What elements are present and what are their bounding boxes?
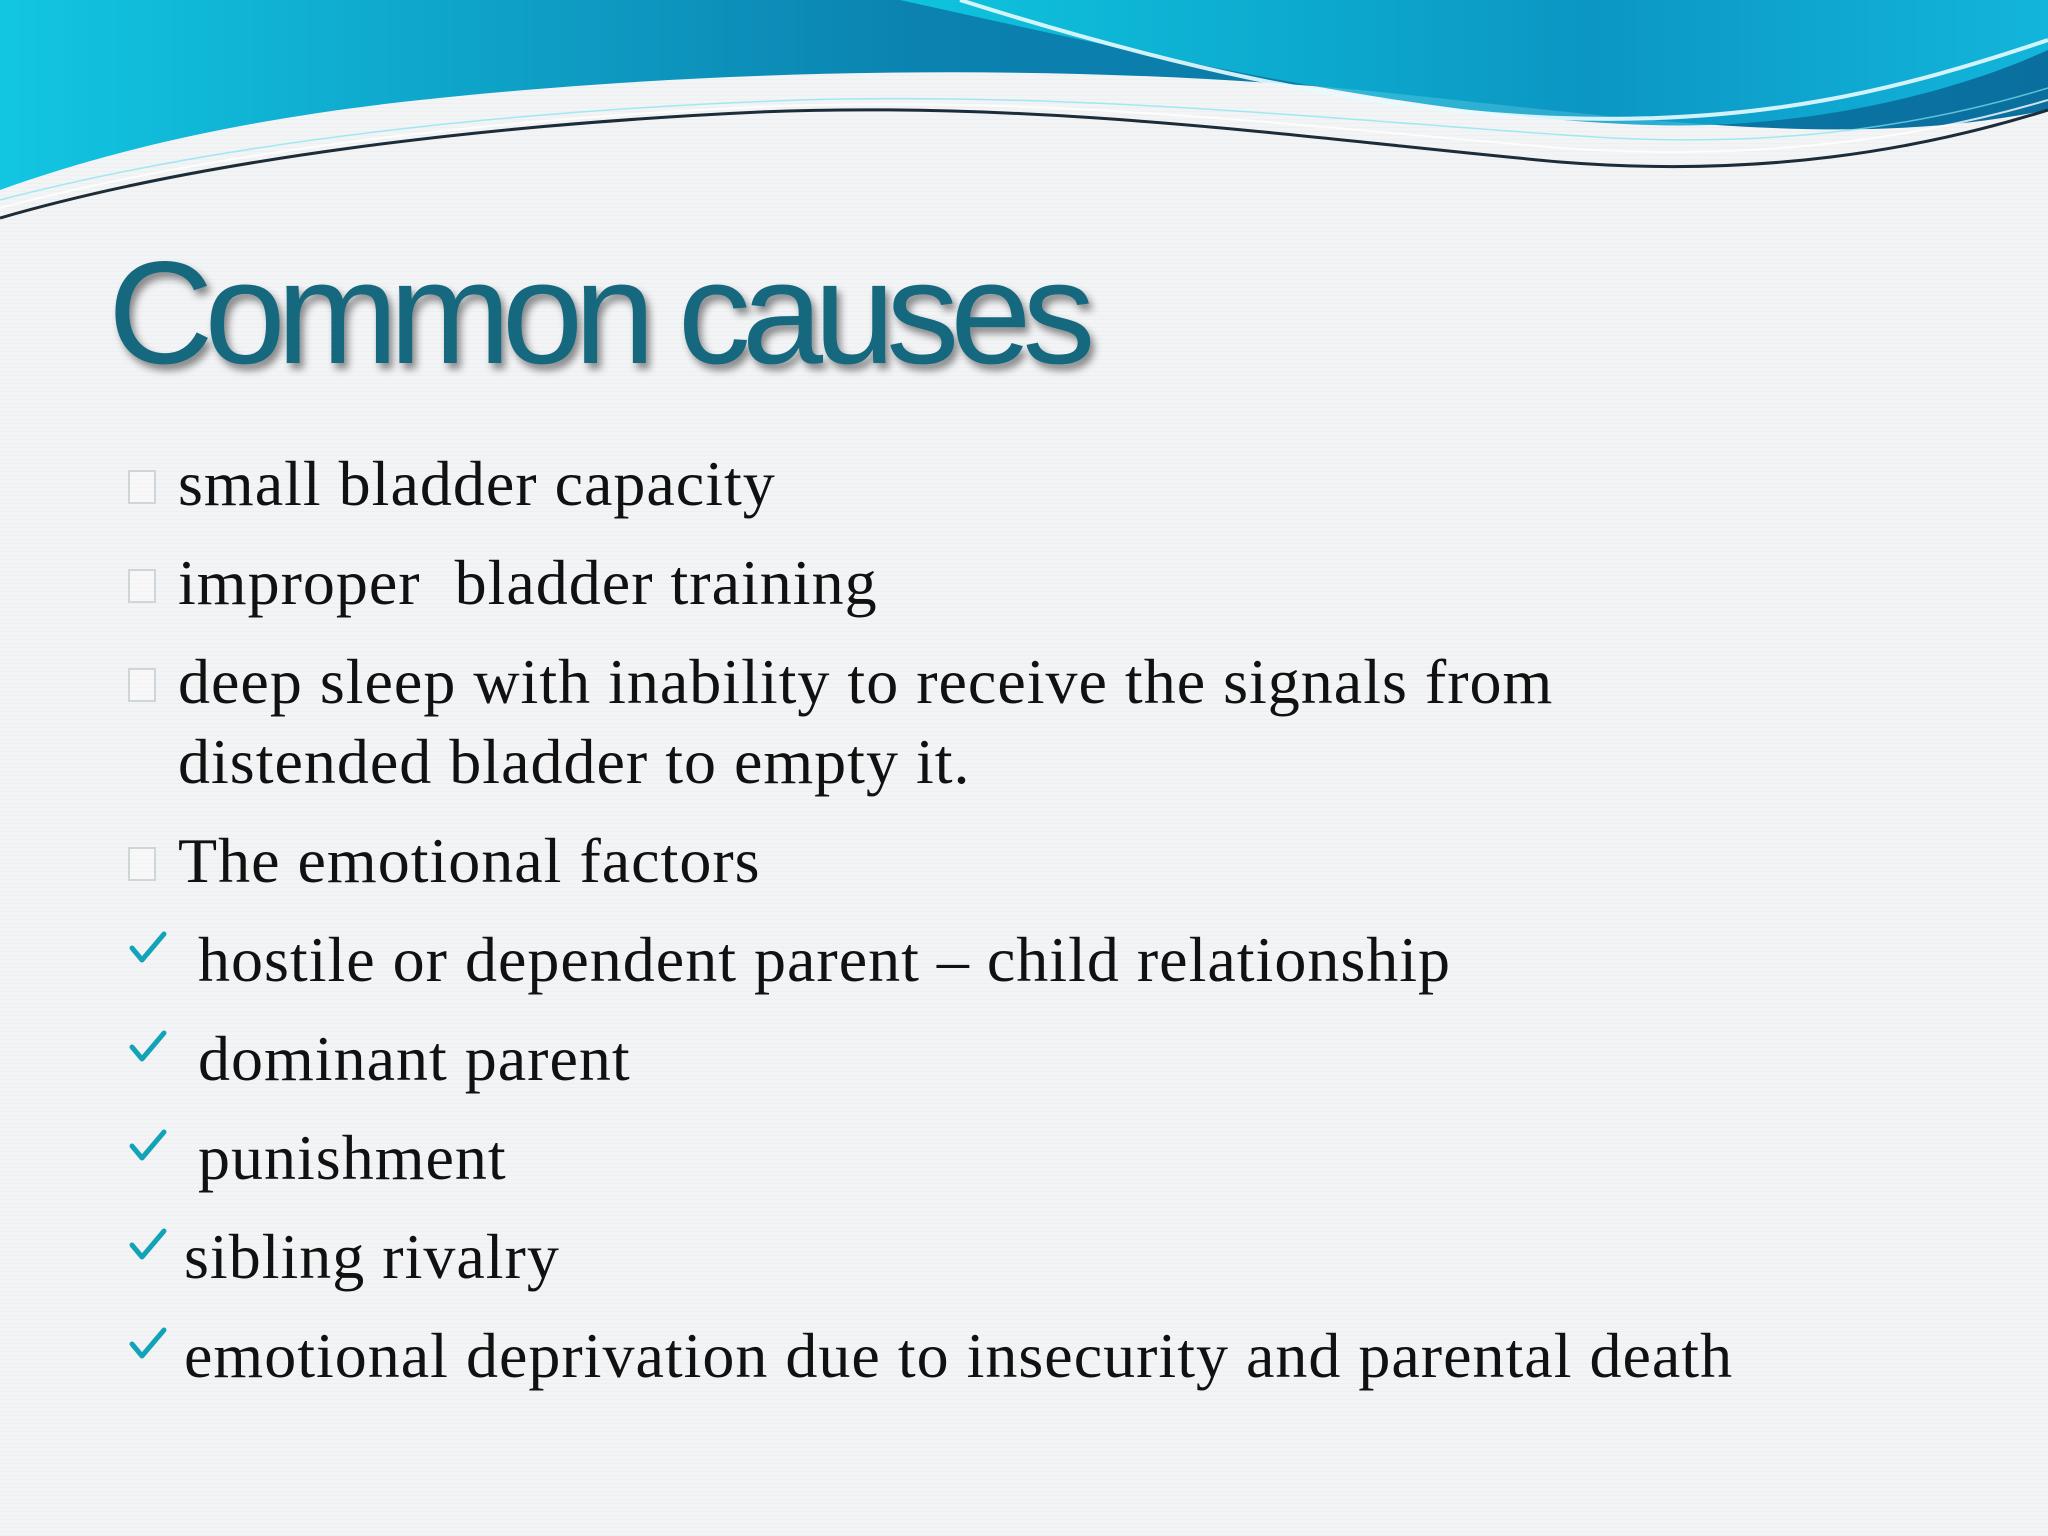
list-item-text: dominant parent <box>198 1023 631 1094</box>
list-item-text: emotional deprivation due to insecurity and parental death <box>184 1320 1734 1391</box>
check-icon <box>128 1225 176 1265</box>
list-item-text: sibling rivalry <box>184 1221 560 1292</box>
list-item <box>128 543 2008 623</box>
list-item-text: deep sleep with inability to receive the signals from distended bladder to empty it. <box>178 646 1554 797</box>
box-icon <box>128 847 156 881</box>
check-icon <box>128 1126 176 1166</box>
list-item-text: small bladder capacity <box>178 448 776 519</box>
list-item <box>128 1217 2008 1297</box>
check-icon <box>128 1027 176 1067</box>
header-wave-decoration <box>0 0 2048 240</box>
box-icon <box>128 470 156 504</box>
bullet-list <box>128 444 2008 1415</box>
list-item-text: hostile or dependent parent – child relationship <box>198 924 1451 995</box>
list-item-text: The emotional factors <box>178 825 761 896</box>
box-icon <box>128 569 156 603</box>
check-icon <box>128 1324 176 1364</box>
list-item <box>128 444 2008 524</box>
list-item <box>128 1019 2008 1099</box>
list-item <box>128 1118 2008 1198</box>
list-item-text: punishment <box>198 1122 507 1193</box>
list-item <box>128 1316 2008 1396</box>
box-icon <box>128 668 156 702</box>
list-item <box>128 920 2008 1000</box>
list-item <box>128 642 2008 802</box>
check-icon <box>128 928 176 968</box>
slide-title: Common causes <box>108 231 1087 394</box>
list-item <box>128 821 2008 901</box>
list-item-text: improper bladder training <box>178 547 878 618</box>
